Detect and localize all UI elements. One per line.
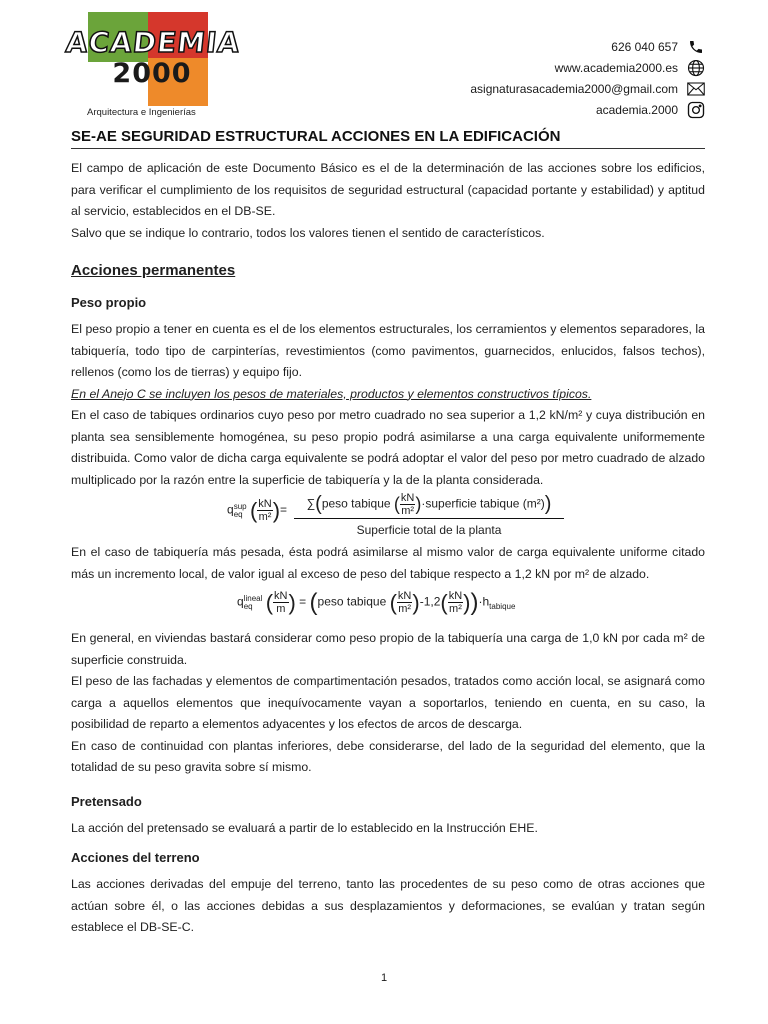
contact-instagram[interactable] [470,99,706,120]
contact-phone[interactable] [470,36,706,57]
intro-paragraph: El campo de aplicación de este Documento Básico es el de la determinación de las acciones sobre los edificios, para verificar el cumplimiento de los requisitos de seguridad estructural (capacidad portante y estabilidad) y aptitud al servicio, establecidos en el DB-SE. [71,161,705,218]
intro-paragraph-2: Salvo que se indique lo contrario, todos los valores tienen el sentido de característicos. [71,225,545,240]
formula1-unit-num: kN [258,498,272,510]
document-body [71,158,705,939]
formula1-denominator: Superficie total de la planta [356,523,502,537]
section-heading-acciones-permanentes: Acciones permanentes [71,262,236,279]
pretensado-paragraph: La acción del pretensado se evaluará a partir de lo establecido en la Instrucción EHE. [71,820,538,835]
formula2-unit-num: kN [274,590,288,602]
document-title: SE-AE SEGURIDAD ESTRUCTURAL ACCIONES EN LA EDIFICACIÓN [71,128,705,149]
formula2-c-unit-den: m² [449,603,462,615]
formula2-lhs: q [237,594,244,609]
formula2-peso: peso tabique [317,594,387,609]
formula2-minus: -1,2 [419,594,441,609]
formula2-lhs-sub: eq [243,601,253,611]
peso-propio-paragraph-2: En el caso de tabiques ordinarios cuyo peso por metro cuadrado no sea superior a 1,2 kN/m² y cuya distribución en planta sea sensiblemente homogénea, su peso propio podrá asimilarse a una carga equivalente uniformemente distribuida. Como valor de dicha carga equivalente se podrá adoptar el valor del peso por metro cuadrado de alzado multiplicado por la razón entre la superficie de tabiquería y la de la planta considerada. [71,408,705,487]
formula2-h-sub: tabique [489,602,516,612]
page-number: 1 [380,972,388,984]
formula1-sum: ∑ [306,496,316,511]
peso-propio-paragraph-5: El peso de las fachadas y elementos de compartimentación pesados, tratados como acción local, se asignará como carga a aquellos elementos que inequívocamente vayan a soportarlos, teniendo en cuenta, en su caso, la posibilidad de reparto a elementos adyacentes y los efectos de arcos de descarga. [71,674,705,731]
website-text: www.academia2000.es [554,60,678,75]
logo-word: ACADEMIA [64,26,242,59]
peso-propio-paragraph-4: En general, en viviendas bastará considerar como peso propio de la tabiquería una carga de 1,0 kN por cada m² de superficie construida. [71,631,705,667]
terreno-paragraph: Las acciones derivadas del empuje del terreno, tanto las procedentes de su peso como de otras acciones que actúan sobre él, o las acciones debidas a sus desplazamientos y deformaciones, se evalúan y tratan según establece el DB-SE-C. [71,877,705,934]
instagram-icon [686,101,706,119]
logo-tagline: Arquitectura e Ingenierías [87,107,196,118]
phone-icon [686,38,706,56]
formula1-sup-tab: ·superficie tabique (m²) [421,496,545,511]
globe-icon [686,59,706,77]
formula-q-eq-sup: q sup eq ( $\frac{kN}{\text{m²}}$ )= ∑(peso tabique ( $\frac{kN}{\text{m²}}$ )·superficie tabique (m²)) Superficie total de la planta [71,492,705,542]
formula2-unit-den: m [276,603,286,615]
peso-propio-paragraph-6: En caso de continuidad con plantas inferiores, debe considerarse, del lado de la seguridad del elemento, que la totalidad de su peso gravita sobre sí mismo. [71,738,705,774]
formula2-h: ·h [478,594,490,609]
formula1-num-unit-num: kN [400,492,415,504]
anejo-c-note: En el Anejo C se incluyen los pesos de materiales, productos y elementos constructivos típicos. [71,386,592,401]
contact-email[interactable] [470,78,706,99]
mail-icon [686,80,706,98]
contact-block [470,36,706,120]
subsection-heading-acciones-terreno: Acciones del terreno [71,850,200,865]
peso-propio-paragraph-1: El peso propio a tener en cuenta es el de los elementos estructurales, los cerramientos y elementos separadores, la tabiquería, todo tipo de carpinterías, revestimientos (como pavimentos, guarnecidos, enlucidos, falsos techos), rellenos (como los de tierras) y equipo fijo. [71,322,705,379]
formula1-peso: peso tabique [321,496,391,511]
email-text: asignaturasacademia2000@gmail.com [470,81,678,96]
formula2-c-unit-num: kN [448,590,463,602]
contact-website[interactable] [470,57,706,78]
phone-text: 626 040 657 [611,39,678,54]
formula1-num-unit-den: m² [401,505,415,517]
formula1-lhs: q [227,502,234,517]
academia-logo [64,12,242,120]
formula1-lhs-sup: sup [233,501,247,511]
subsection-heading-peso-propio: Peso propio [71,295,147,310]
formula1-lhs-sub: eq [233,509,243,519]
logo-number: 2000 [112,58,192,89]
formula2-b-unit-num: kN [397,590,412,602]
formula-q-eq-lineal: q lineal eq ( $\frac{kN}{m}$ ) = (peso tabique ( $\frac{kN}{\text{m²}}$ )-1,2( $\frac{kN}{\text{m²}}$ ))$\cdot h_{tabique}$ [237,588,516,616]
formula2-b-unit-den: m² [398,603,412,615]
instagram-text: academia.2000 [595,102,678,117]
formula2-lhs-sup: lineal [243,593,263,603]
subsection-heading-pretensado: Pretensado [71,793,142,809]
peso-propio-paragraph-3: En el caso de tabiquería más pesada, ésta podrá asimilarse al mismo valor de carga equivalente uniforme citado más un incremento local, de valor igual al exceso de peso del tabique respecto a 1,2 kN por m² de alzado. [71,545,705,581]
formula1-unit-den: m² [258,511,272,523]
